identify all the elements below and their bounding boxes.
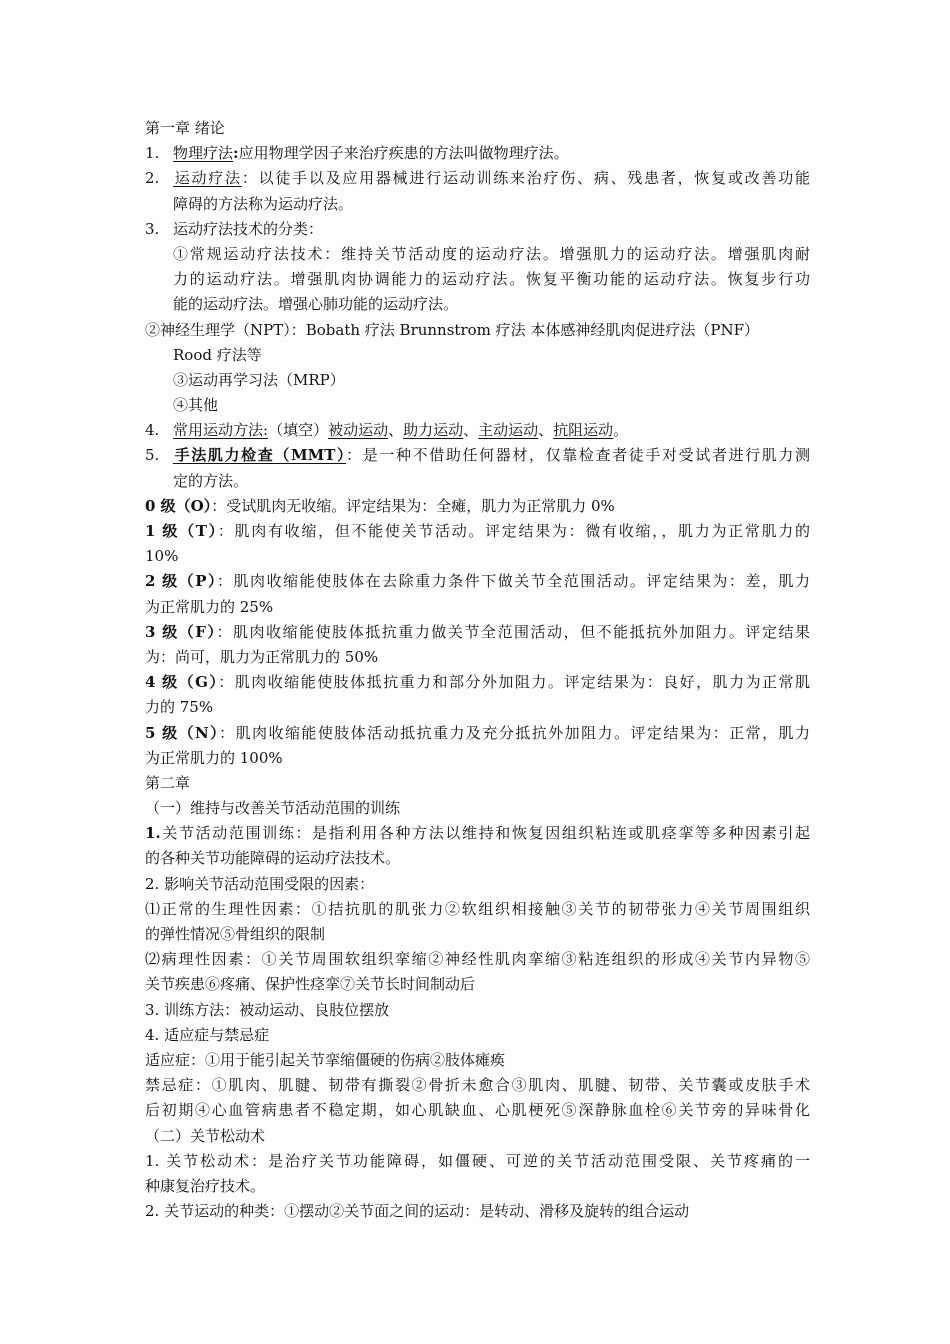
joint-mobilization-line1: 1. 关节松动术：是治疗关节功能障碍，如僵硬、可逆的关节活动范围受限、关节疼痛的一 [145, 1151, 810, 1170]
pathological-factors-line2: 关节疾患⑥疼痛、保护性痉挛⑦关节长时间制动后 [145, 975, 476, 994]
indications: 适应症：①用于能引起关节挛缩僵硬的伤病②肢体瘫痪 [145, 1050, 506, 1069]
grade-4-line2: 力的 75% [145, 698, 214, 717]
grade-3-line2: 为：尚可，肌力为正常肌力的 50% [145, 647, 379, 666]
item-2-line1 [145, 166, 810, 191]
grade-label: 1 级（T） [145, 522, 218, 540]
chapter2-title: 第二章 [145, 773, 191, 792]
physiological-factors-line2: 的弹性情况⑤骨组织的限制 [145, 925, 326, 943]
definition-text: 应用物理学因子来治疗疾患的方法叫做物理疗法。 [238, 144, 569, 163]
grade-2-line1 [145, 569, 810, 594]
item-number: 1. [145, 144, 160, 163]
colon: : [233, 144, 239, 163]
definition-text: ：是一种不借助任何器材，仅靠检查者徒手对受试者进行肌力测 [346, 446, 810, 465]
separator: 、 [463, 421, 479, 440]
fill-blank-note: （填空） [268, 421, 329, 440]
separator: 、 [538, 421, 554, 440]
grade-2-line2: 为正常肌力的 25% [145, 597, 274, 616]
item-2-line2: 障碍的方法称为运动疗法。 [173, 194, 354, 213]
item-number: 1. [145, 824, 161, 843]
physiological-factors-line1: ⑴正常的生理性因素：①拮抗肌的肌张力②软组织相接触③关节的韧带张力④关节周围组织 [145, 899, 810, 918]
method-active: 主动运动 [478, 421, 539, 440]
grade-3-line1 [145, 620, 810, 645]
item-5-line2: 定的方法。 [173, 471, 249, 490]
grade-label: 3 级（F） [145, 622, 217, 641]
grade-text: ：肌肉收缩能使肢体抵抗重力做关节全范围活动，但不能抵抗外加阻力。评定结果 [216, 622, 810, 641]
grade-text: ：受试肌肉无收缩。评定结果为：全瘫，肌力为正常肌力 0% [211, 496, 615, 515]
item-number: 5. [145, 446, 160, 465]
definition-text: ：以徒手以及应用器械进行运动训练来治疗伤、病、残患者，恢复或改善功能 [241, 169, 810, 188]
method-resisted: 抗阻运动 [553, 421, 614, 440]
grade-label: 0 级（O） [145, 496, 212, 515]
grade-label: 4 级（G） [145, 673, 219, 692]
contraindications-line2: 后初期④心血管病患者不稳定期，如心肌缺血、心肌梗死⑤深静脉血栓⑥关节旁的异味骨化 [145, 1101, 810, 1120]
term-exercise-therapy: 运动疗法 [173, 169, 242, 188]
grade-text: ：肌肉收缩能使肢体活动抵抗重力及充分抵抗外加阻力。评定结果为：正常，肌力 [219, 723, 810, 742]
grade-4-line1 [145, 670, 810, 695]
indications-heading: 4. 适应症与禁忌症 [145, 1025, 270, 1044]
term-mmt: 手法肌力检查（MMT） [173, 446, 347, 465]
pathological-factors-line1: ⑵病理性因素：①关节周围软组织挛缩②神经性肌肉挛缩③粘连组织的形成④关节内异物⑤ [145, 950, 810, 969]
rom-training-line1 [145, 821, 810, 846]
grade-text: ：肌肉有收缩，但不能使关节活动。评定结果为：微有收缩，，肌力为正常肌力的 [217, 522, 810, 540]
classification-2-line1: ②神经生理学（NPT）：Bobath 疗法 Brunnstrom 疗法 本体感神经肌肉促进疗法（PNF） [145, 320, 760, 339]
training-methods: 3. 训练方法：被动运动、良肢位摆放 [145, 1000, 390, 1019]
method-passive: 被动运动 [328, 421, 389, 440]
joint-movement-types: 2. 关节运动的种类：①摆动②关节面之间的运动：是转动、滑移及旋转的组合运动 [145, 1202, 690, 1221]
classification-1-line3: 能的运动疗法。增强心肺功能的运动疗法。 [173, 295, 459, 314]
chapter1-title: 第一章 绪论 [145, 119, 225, 137]
grade-label: 2 级（P） [145, 572, 218, 591]
item-number: 2. [145, 169, 160, 188]
grade-label: 5 级（N） [145, 723, 220, 742]
grade-0 [145, 494, 810, 519]
term-physical-therapy: 物理疗法 [173, 144, 234, 163]
item-number: 3. [145, 219, 160, 238]
separator: 、 [388, 421, 404, 440]
term-common-methods: 常用运动方法: [173, 421, 269, 440]
section-2-heading: （二）关节松动术 [145, 1126, 266, 1145]
contraindications-line1: 禁忌症：①肌肉、肌腱、韧带有撕裂②骨折未愈合③肌肉、肌腱、韧带、关节囊或皮肤手术 [145, 1076, 810, 1095]
classification-2-line2: Rood 疗法等 [173, 345, 262, 364]
grade-1-line1 [145, 519, 810, 544]
item-4 [145, 418, 810, 443]
limiting-factors-heading: 2. 影响关节活动范围受限的因素： [145, 874, 375, 893]
grade-5-line1 [145, 721, 810, 746]
section-1-heading: （一）维持与改善关节活动范围的训练 [145, 799, 401, 818]
definition-text: 关节活动范围训练：是指利用各种方法以维持和恢复因组织粘连或肌痉挛等多种因素引起 [160, 824, 810, 843]
grade-text: ：肌肉收缩能使肢体抵抗重力和部分外加阻力。评定结果为：良好，肌力为正常肌 [218, 673, 810, 692]
grade-1-line2: 10% [145, 547, 179, 566]
method-assisted: 助力运动 [403, 421, 464, 440]
joint-mobilization-line2: 种康复治疗技术。 [145, 1176, 266, 1195]
item-number: 4. [145, 421, 160, 440]
item-1 [145, 141, 810, 166]
item-text: 运动疗法技术的分类： [173, 219, 324, 238]
item-5-line1 [145, 443, 810, 468]
grade-text: ：肌肉收缩能使肢体在去除重力条件下做关节全范围活动。评定结果为：差，肌力 [217, 572, 810, 591]
classification-1-line2: 力的运动疗法。增强肌肉协调能力的运动疗法。恢复平衡功能的运动疗法。恢复步行功 [173, 270, 810, 289]
classification-1-line1: ①常规运动疗法技术：维持关节活动度的运动疗法。增强肌力的运动疗法。增强肌肉耐 [173, 244, 810, 263]
classification-3: ③运动再学习法（MRP） [173, 370, 345, 389]
rom-training-line2: 的各种关节功能障碍的运动疗法技术。 [145, 849, 401, 868]
item-3 [145, 217, 810, 242]
grade-5-line2: 为正常肌力的 100% [145, 748, 283, 767]
document-body [145, 116, 810, 1224]
classification-4: ④其他 [173, 396, 219, 415]
period: 。 [613, 421, 629, 440]
